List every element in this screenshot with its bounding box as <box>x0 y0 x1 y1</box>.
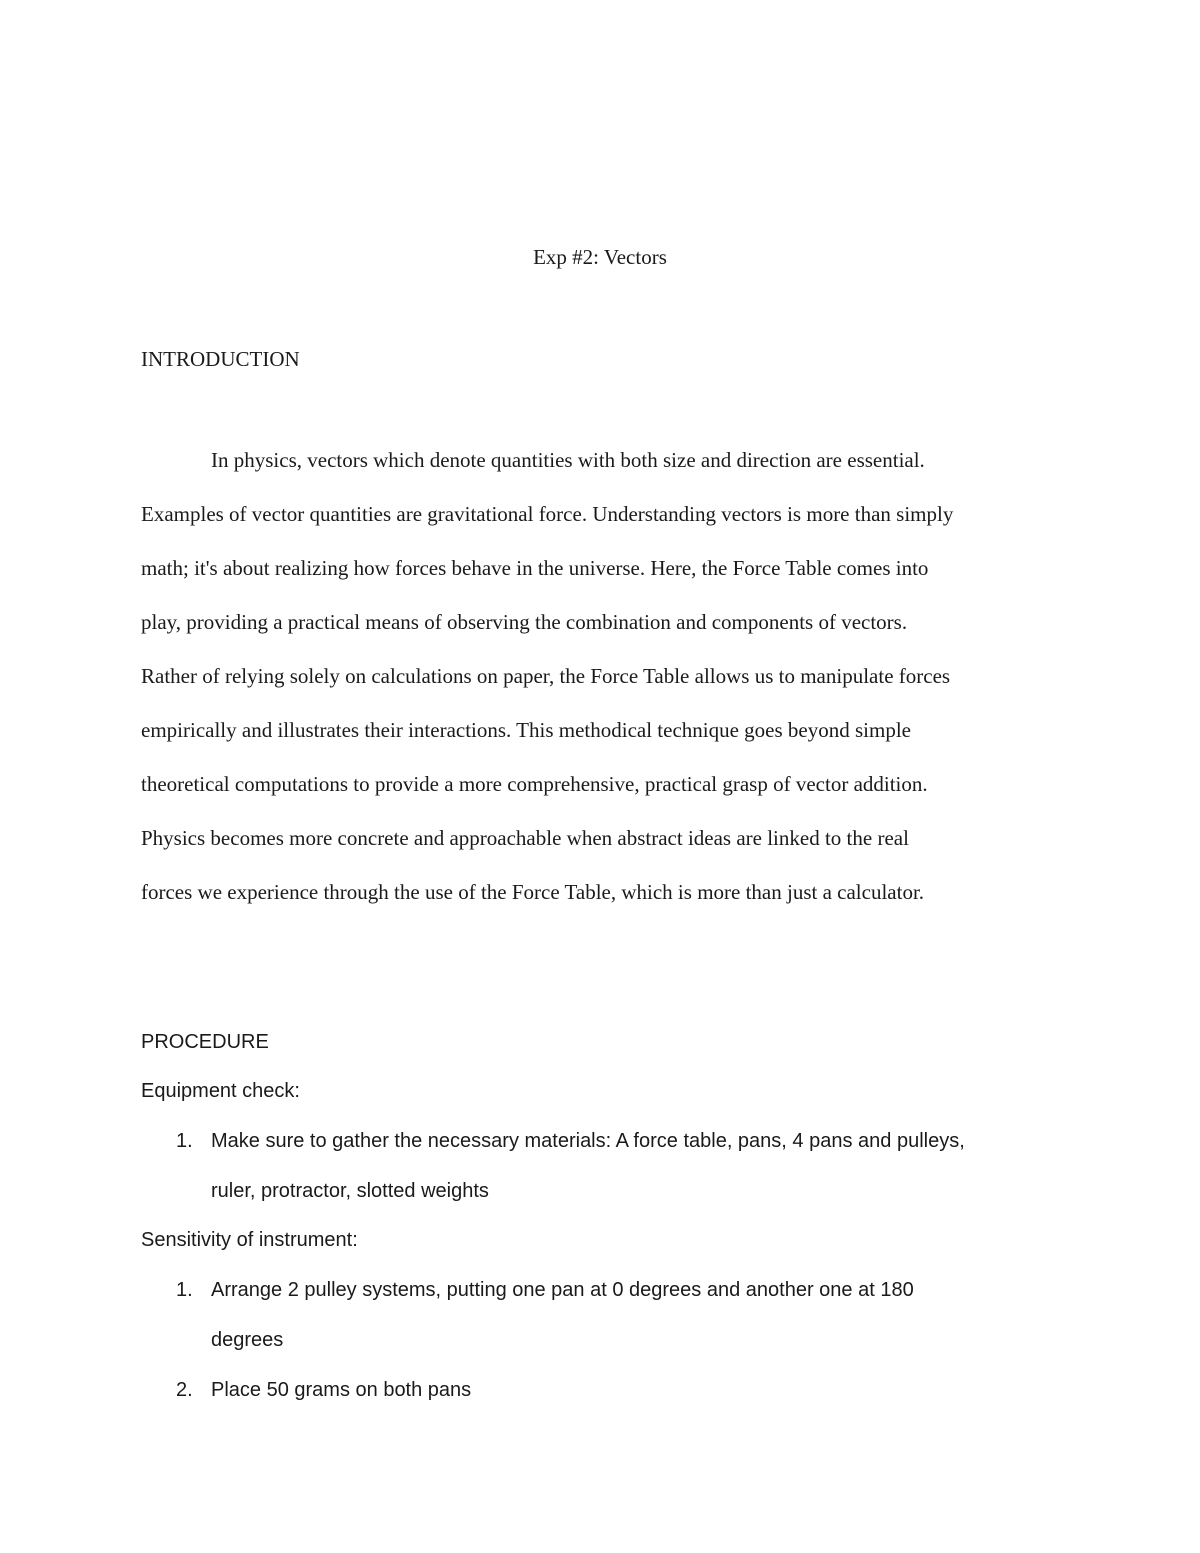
list-item-line: ruler, protractor, slotted weights <box>211 1180 489 1202</box>
procedure-heading: PROCEDURE <box>141 1031 269 1053</box>
paragraph-line: math; it's about realizing how forces behave in the universe. Here, the Force Table comes into <box>141 556 929 580</box>
paragraph-line: Rather of relying solely on calculations on paper, the Force Table allows us to manipulate forces <box>141 664 951 688</box>
list-item-line: degrees <box>211 1329 284 1351</box>
list-item-line: Place 50 grams on both pans <box>211 1379 472 1401</box>
introduction-paragraph <box>141 446 1061 932</box>
list-item-text <box>211 1277 1071 1377</box>
list-item-number: 2. <box>176 1379 193 1401</box>
paragraph-line: theoretical computations to provide a more comprehensive, practical grasp of vector addition. <box>141 772 928 796</box>
paragraph-line: play, providing a practical means of observing the combination and components of vectors. <box>141 610 908 634</box>
paragraph-line: Examples of vector quantities are gravitational force. Understanding vectors is more than simply <box>141 502 954 526</box>
document-title: Exp #2: Vectors <box>533 245 667 269</box>
list-item-text <box>211 1128 1071 1228</box>
paragraph-line: Physics becomes more concrete and approachable when abstract ideas are linked to the real <box>141 826 909 850</box>
list-item-line: Make sure to gather the necessary materials: A force table, pans, 4 pans and pulleys, <box>211 1130 965 1152</box>
sensitivity-label: Sensitivity of instrument: <box>141 1229 358 1251</box>
list-item-text <box>211 1377 1071 1427</box>
list-item-number: 1. <box>176 1130 193 1152</box>
equipment-check-label: Equipment check: <box>141 1080 300 1102</box>
paragraph-line: empirically and illustrates their interactions. This methodical technique goes beyond simple <box>141 718 911 742</box>
list-item-number: 1. <box>176 1279 193 1301</box>
paragraph-line: In physics, vectors which denote quantities with both size and direction are essential. <box>211 448 925 472</box>
list-item-line: Arrange 2 pulley systems, putting one pan at 0 degrees and another one at 180 <box>211 1279 914 1301</box>
introduction-heading: INTRODUCTION <box>141 347 300 371</box>
paragraph-line: forces we experience through the use of the Force Table, which is more than just a calculator. <box>141 880 925 904</box>
